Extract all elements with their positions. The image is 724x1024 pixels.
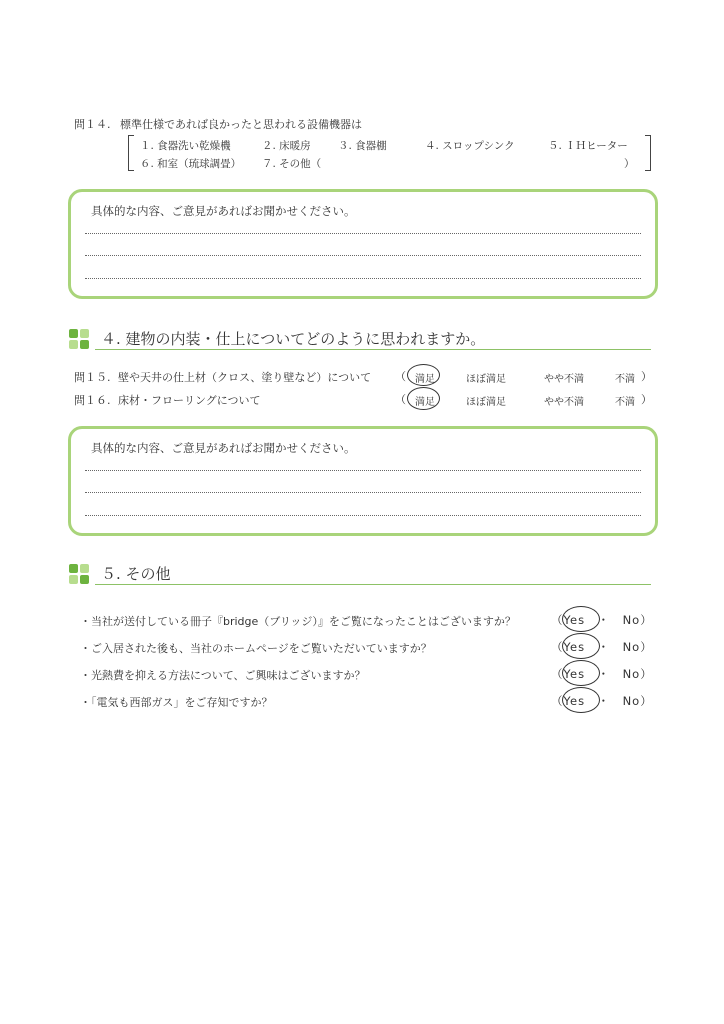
s5-q2-yes-no[interactable]: （Yes ・ No）	[551, 640, 653, 654]
comment-line	[85, 515, 641, 516]
q16-paren-open: （	[395, 393, 406, 406]
s5-q4-yes-no[interactable]: （Yes ・ No）	[551, 694, 653, 708]
q14-option-3[interactable]: ３. 食器棚	[338, 140, 387, 152]
s5-q1-text: ・当社が送付している冊子『bridge（ブリッジ）』をご覧になったことはございますか？	[80, 615, 516, 628]
s5-q1-yes-no[interactable]: （Yes ・ No）	[551, 613, 653, 627]
section4-comment-prompt: 具体的な内容、ご意見があればお聞かせください。	[91, 441, 356, 455]
s5-q3-text: ・光熱費を抑える方法について、ご興味はございますか？	[80, 669, 366, 682]
q15-number: 問１５.	[74, 371, 111, 384]
q16-text: 床材・フローリングについて	[118, 394, 261, 407]
q15-selected-circle	[407, 364, 440, 386]
comment-line	[85, 278, 641, 279]
q16-answer-mostly-satisfied[interactable]: ほぼ満足	[466, 397, 506, 408]
comment-line	[85, 255, 641, 256]
s5-q1-yes-circle	[562, 606, 600, 632]
s5-q3-yes-circle	[562, 660, 600, 686]
section4-comment-box[interactable]	[68, 426, 658, 536]
s5-q2-text: ・ご入居された後も、当社のホームページをご覧いただいていますか？	[80, 642, 432, 655]
q15-paren-close: ）	[641, 370, 652, 383]
q14-option-2[interactable]: ２. 床暖房	[262, 140, 311, 152]
q16-selected-circle	[407, 387, 440, 410]
comment-line	[85, 470, 641, 471]
s5-q3-yes-no[interactable]: （Yes ・ No）	[551, 667, 653, 681]
q14-option-7-close: ）	[624, 158, 635, 170]
s5-q4-yes-circle	[562, 687, 600, 713]
s5-q2-yes-circle	[562, 633, 600, 659]
q14-comment-prompt: 具体的な内容、ご意見があればお聞かせください。	[91, 204, 356, 218]
q15-answer-mostly-satisfied[interactable]: ほぼ満足	[466, 374, 506, 385]
q14-comment-box[interactable]	[68, 189, 658, 299]
clover-icon	[69, 329, 89, 349]
comment-line	[85, 492, 641, 493]
q14-bracket-left	[128, 135, 134, 171]
section4-rule	[95, 349, 651, 350]
q16-answer-dissatisfied[interactable]: 不満	[615, 397, 635, 408]
q15-answer-dissatisfied[interactable]: 不満	[615, 374, 635, 385]
q14-option-1[interactable]: １. 食器洗い乾燥機	[140, 140, 231, 152]
q14-bracket-right	[645, 135, 651, 171]
q14-number: 問１４.	[74, 118, 111, 131]
section4-title: ４. 建物の内装・仕上についてどのように思われますか。	[101, 330, 486, 348]
clover-icon	[69, 564, 89, 584]
q16-answer-slightly-dissatisfied[interactable]: やや不満	[544, 397, 584, 408]
q16-number: 問１６.	[74, 394, 111, 407]
q14-option-6[interactable]: ６. 和室（琉球調畳）	[140, 158, 242, 170]
q16-paren-close: ）	[641, 393, 652, 406]
q14-option-5[interactable]: ５. ＩＨヒーター	[548, 140, 628, 152]
q15-answer-slightly-dissatisfied[interactable]: やや不満	[544, 374, 584, 385]
q14-question: 標準仕様であれば良かったと思われる設備機器は	[120, 118, 362, 131]
q15-text: 壁や天井の仕上材（クロス、塗り壁など）について	[118, 371, 372, 384]
q15-paren-open: （	[395, 370, 406, 383]
q16-answer-satisfied[interactable]: 満足	[415, 397, 435, 408]
q14-option-4[interactable]: ４. スロップシンク	[425, 140, 515, 152]
q15-answer-satisfied[interactable]: 満足	[415, 374, 435, 385]
section5-title: ５. その他	[101, 565, 171, 583]
section5-rule	[95, 584, 651, 585]
q14-option-7[interactable]: ７. その他（	[262, 158, 322, 170]
comment-line	[85, 233, 641, 234]
s5-q4-text: ・「電気も西部ガス」をご存知ですか？	[80, 696, 273, 709]
